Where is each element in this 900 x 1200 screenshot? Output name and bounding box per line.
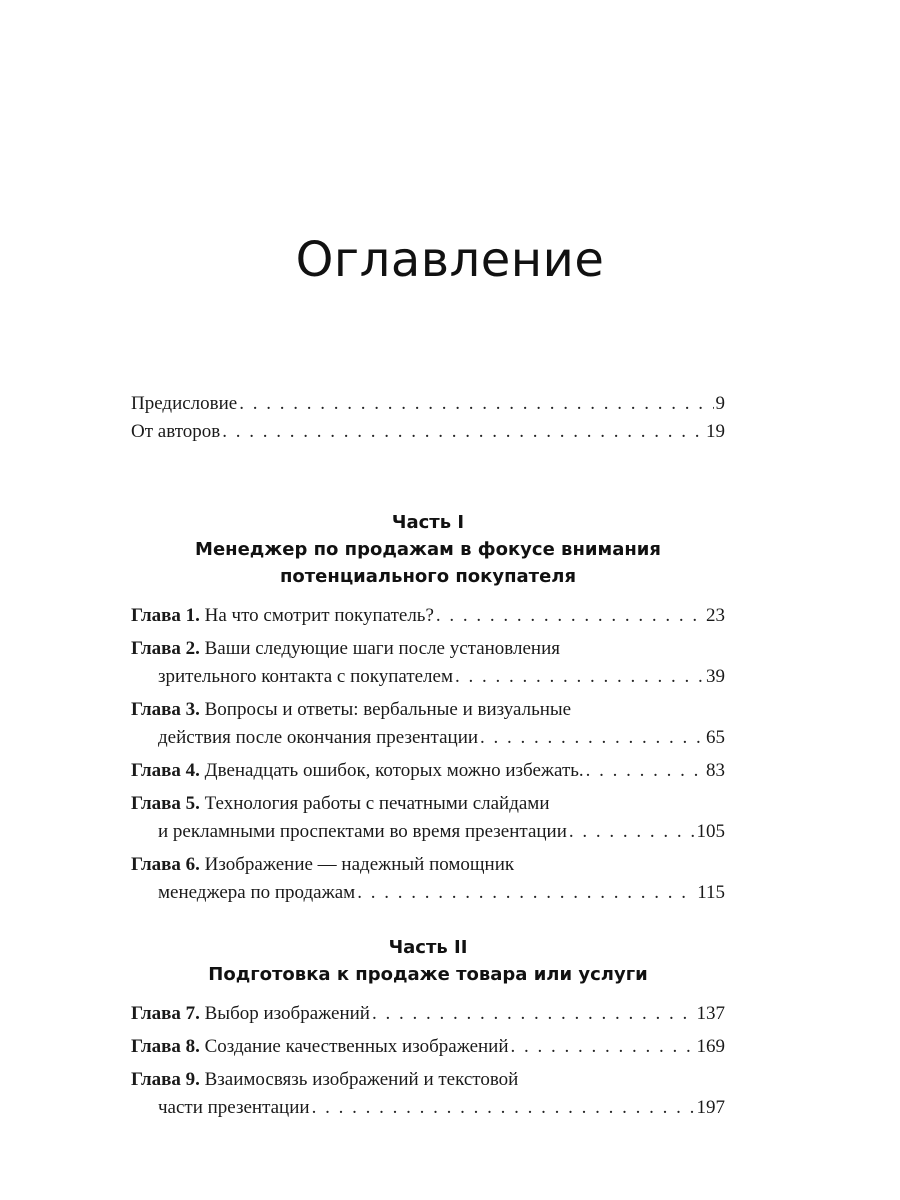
chapter-number: Глава 7. bbox=[131, 1003, 200, 1024]
dot-leader bbox=[312, 1094, 695, 1122]
part-title: Менеджер по продажам в фокусе внимания bbox=[195, 539, 661, 560]
dot-leader bbox=[436, 602, 704, 630]
chapter-title: На что смотрит покупатель? bbox=[204, 605, 434, 626]
entry-label: Предисловие bbox=[131, 393, 238, 414]
part-label: Часть I bbox=[391, 512, 465, 533]
chapter-number: Глава 9. bbox=[131, 1069, 200, 1090]
chapter-title: Выбор изображений bbox=[204, 1003, 370, 1024]
toc-entry-chapter-1[interactable] bbox=[131, 602, 725, 630]
page-number: 65 bbox=[706, 727, 725, 748]
page-number: 115 bbox=[697, 882, 725, 903]
chapter-title: Создание качественных изображений bbox=[204, 1036, 509, 1057]
chapter-title: Двенадцать ошибок, которых можно избежать. bbox=[204, 760, 584, 781]
page-number: 105 bbox=[696, 821, 725, 842]
chapter-number: Глава 5. bbox=[131, 793, 200, 814]
page-number: 83 bbox=[706, 760, 725, 781]
chapter-number: Глава 8. bbox=[131, 1036, 200, 1057]
page-number: 23 bbox=[706, 605, 725, 626]
part-heading bbox=[131, 509, 725, 590]
dot-leader bbox=[480, 724, 704, 752]
chapter-title-cont: части презентации bbox=[158, 1097, 310, 1118]
chapter-number: Глава 4. bbox=[131, 760, 200, 781]
part-title: Подготовка к продаже товара или услуги bbox=[208, 964, 648, 985]
dot-leader bbox=[357, 879, 695, 907]
part-heading bbox=[131, 934, 725, 988]
toc-entry-authors[interactable] bbox=[131, 418, 725, 446]
dot-leader bbox=[372, 1000, 695, 1028]
chapter-title: Изображение — надежный помощник bbox=[204, 854, 515, 875]
toc-entry-chapter-2[interactable] bbox=[131, 635, 725, 691]
chapter-title-cont: действия после окончания презентации bbox=[158, 727, 479, 748]
dot-leader bbox=[222, 418, 704, 446]
chapter-title-cont: менеджера по продажам bbox=[158, 882, 356, 903]
toc-entry-chapter-8[interactable] bbox=[131, 1033, 725, 1061]
toc-entry-foreword[interactable] bbox=[131, 390, 725, 418]
chapter-title: Вопросы и ответы: вербальные и визуальные bbox=[204, 699, 572, 720]
page-number: 197 bbox=[696, 1097, 725, 1118]
chapter-number: Глава 6. bbox=[131, 854, 200, 875]
table-of-contents bbox=[131, 390, 725, 1127]
dot-leader bbox=[455, 663, 704, 691]
page-number: 39 bbox=[706, 666, 725, 687]
page-number: 137 bbox=[696, 1003, 725, 1024]
toc-entry-chapter-7[interactable] bbox=[131, 1000, 725, 1028]
toc-entry-chapter-3[interactable] bbox=[131, 696, 725, 752]
dot-leader bbox=[569, 818, 695, 846]
dot-leader bbox=[586, 757, 704, 785]
toc-entry-chapter-5[interactable] bbox=[131, 790, 725, 846]
part-label: Часть II bbox=[388, 937, 468, 958]
chapter-title: Технология работы с печатными слайдами bbox=[204, 793, 550, 814]
page-title: Оглавление bbox=[295, 232, 605, 288]
chapter-title-cont: зрительного контакта с покупателем bbox=[158, 666, 453, 687]
chapter-title-cont: и рекламными проспектами во время презентации bbox=[158, 821, 567, 842]
dot-leader bbox=[511, 1033, 695, 1061]
part-title: потенциального покупателя bbox=[279, 566, 577, 587]
chapter-title: Взаимосвязь изображений и текстовой bbox=[204, 1069, 519, 1090]
toc-entry-chapter-4[interactable] bbox=[131, 757, 725, 785]
page-number: 169 bbox=[696, 1036, 725, 1057]
chapter-number: Глава 2. bbox=[131, 638, 200, 659]
entry-label: От авторов bbox=[131, 421, 221, 442]
chapter-number: Глава 1. bbox=[131, 605, 200, 626]
chapter-title: Ваши следующие шаги после установления bbox=[204, 638, 561, 659]
page-number: 9 bbox=[715, 393, 725, 414]
toc-entry-chapter-9[interactable] bbox=[131, 1066, 725, 1122]
dot-leader bbox=[239, 390, 713, 418]
chapter-number: Глава 3. bbox=[131, 699, 200, 720]
toc-entry-chapter-6[interactable] bbox=[131, 851, 725, 907]
page-number: 19 bbox=[706, 421, 725, 442]
